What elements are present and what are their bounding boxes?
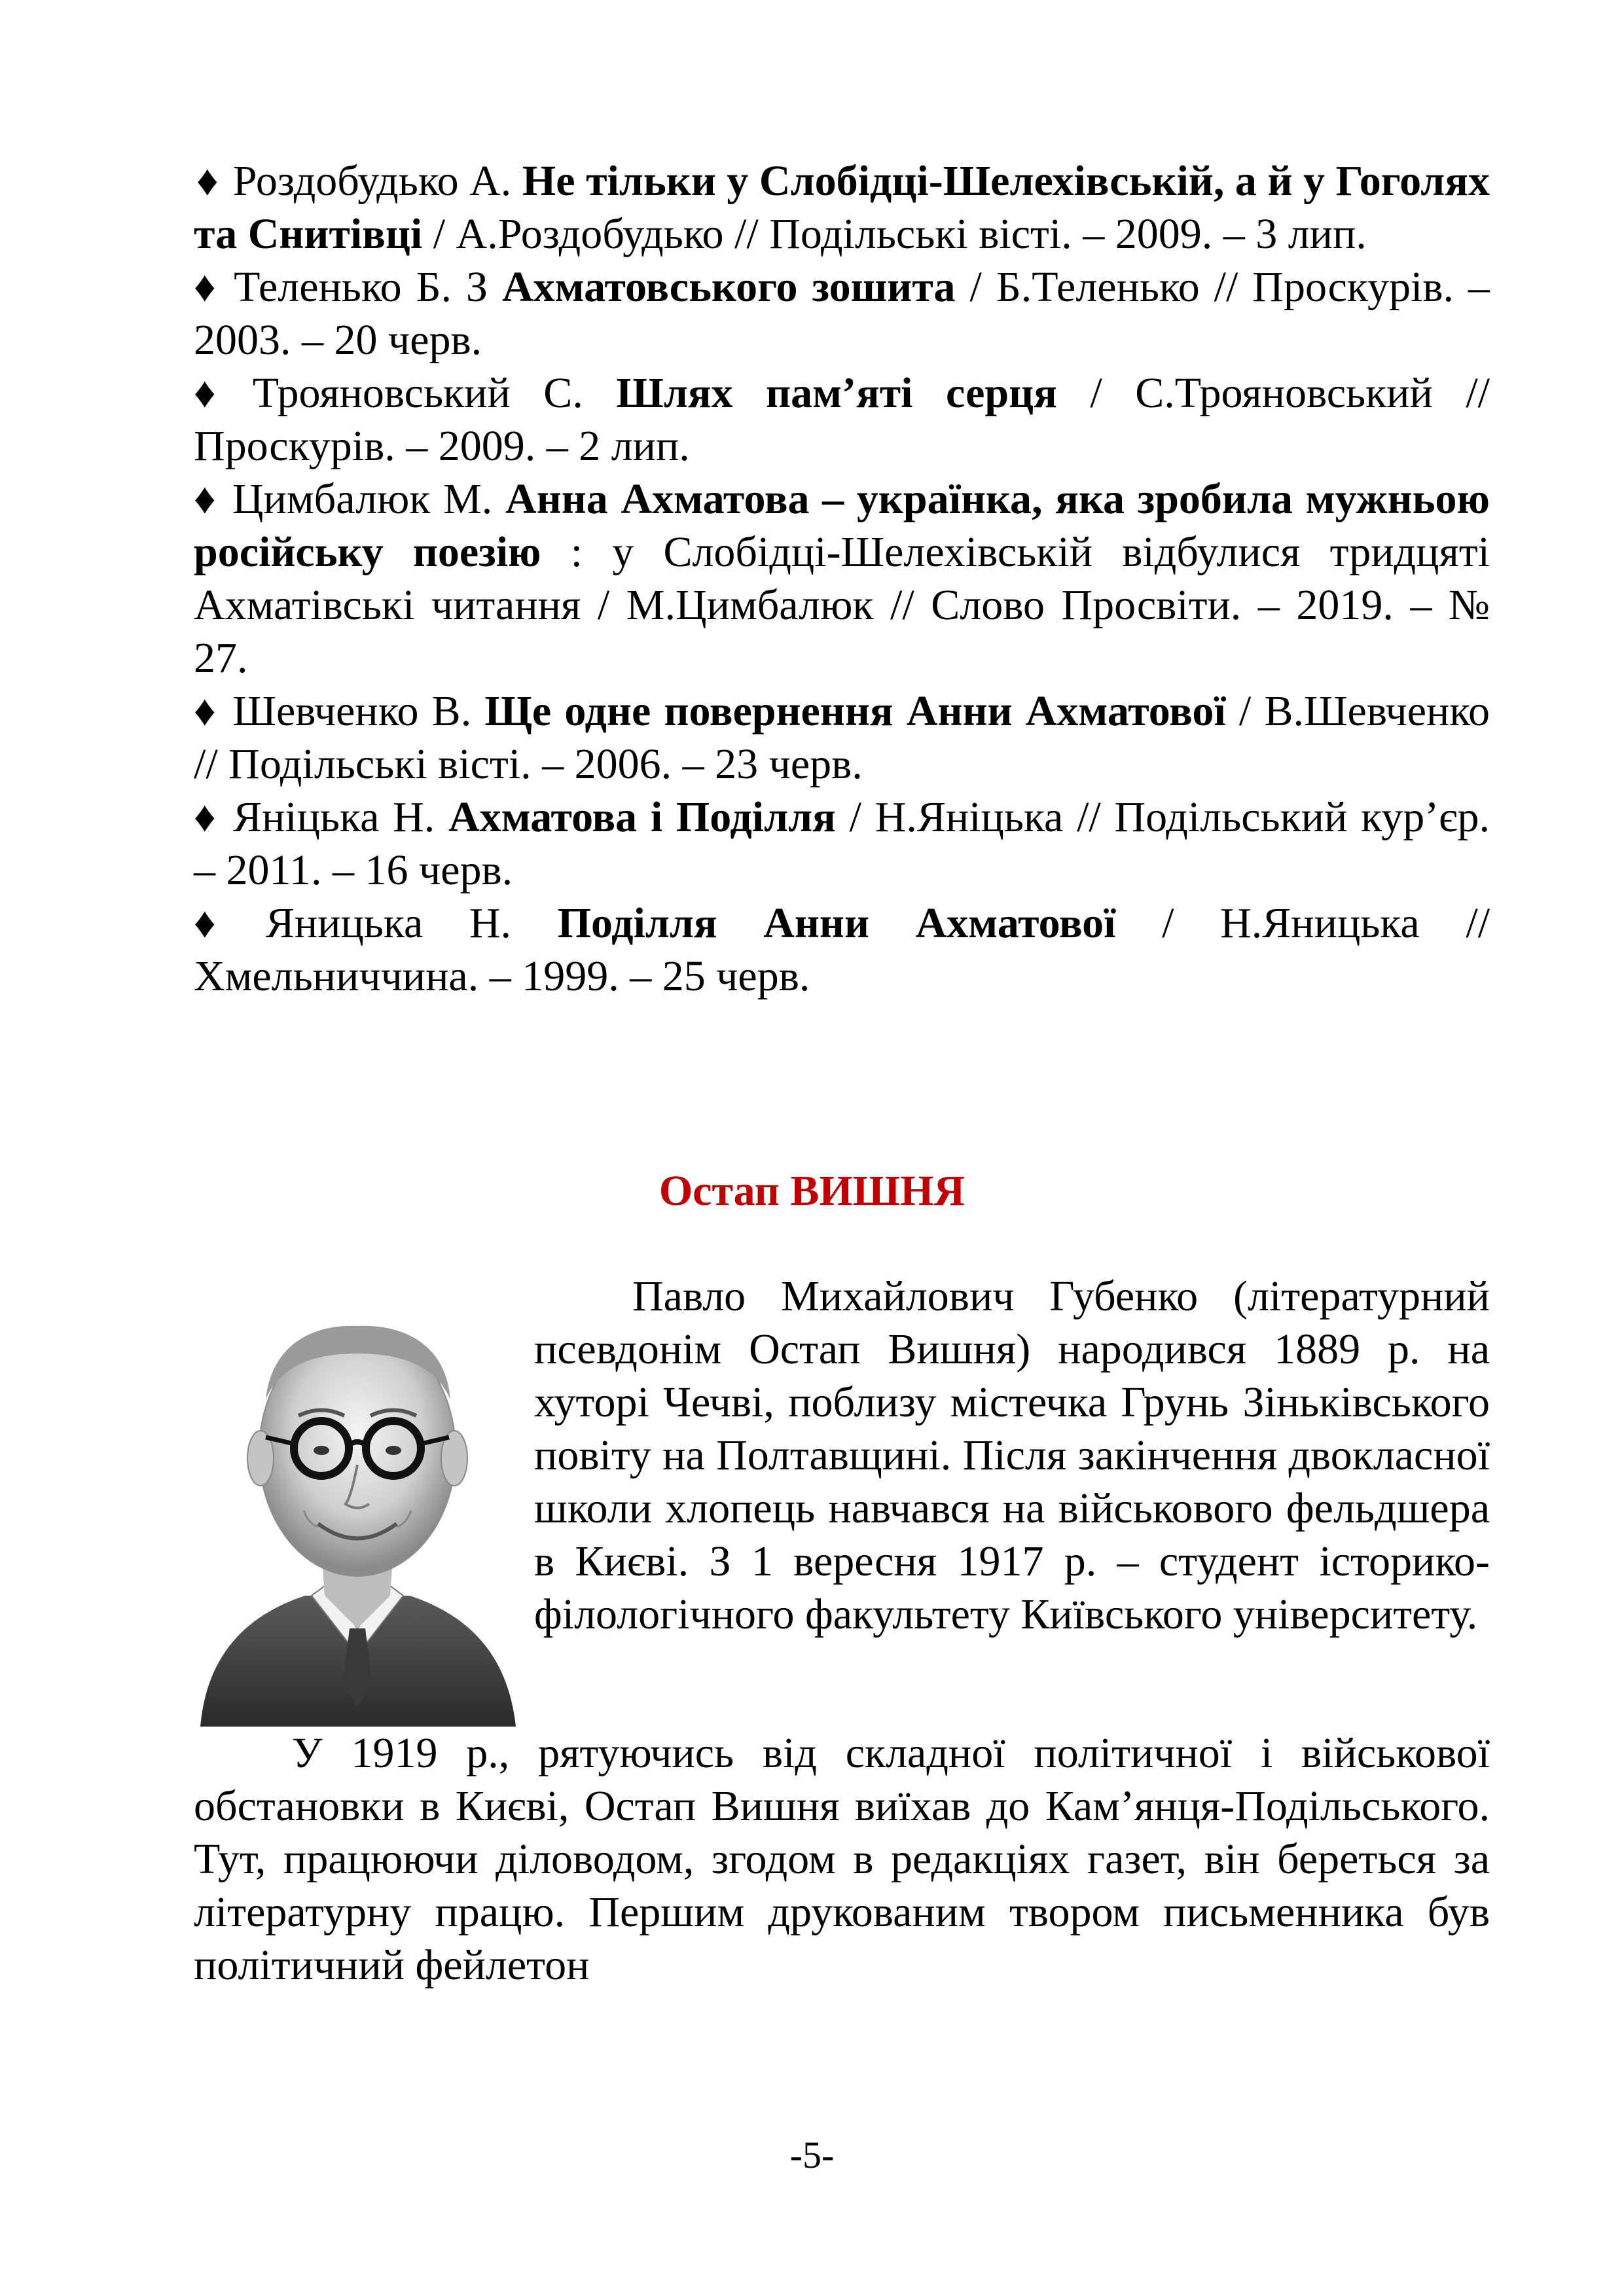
entry-title: Анна Ахматова – українка, яка зробила мужньою російську поезію <box>194 475 1490 576</box>
entry-title: Ахматовського зошита <box>501 263 956 311</box>
bibliography-entry <box>194 367 1490 473</box>
entry-source: / А.Роздобудько // Подільські вісті. – 2009. – 3 лип. <box>433 210 1367 258</box>
entry-author: Яницька Н. <box>265 899 512 947</box>
entry-author: Шевченко В. <box>232 687 472 735</box>
entry-author: Яніцька Н. <box>232 793 435 841</box>
diamond-bullet-icon: ♦ <box>194 369 238 417</box>
diamond-bullet-icon: ♦ <box>196 157 219 205</box>
entry-title: Поділля Анни Ахматової <box>557 899 1116 947</box>
section-title: Остап ВИШНЯ <box>659 1167 965 1215</box>
entry-source: / В.Шевченко // Подільські вісті. – 2006. – 23 черв. <box>194 687 1490 788</box>
portrait-photo-icon <box>194 1288 521 1727</box>
diamond-bullet-icon: ♦ <box>194 687 219 735</box>
bibliography-list <box>194 154 1490 1003</box>
entry-title: Не тільки у Слобідці-Шелехівській, а й у Гоголях та Снитівці <box>194 157 1490 258</box>
entry-title: Шлях пам’яті серця <box>616 369 1057 417</box>
biography-paragraph: У 1919 р., рятуючись від складної політичної і військової обстановки в Києві, Остап Вишня виїхав до Кам’янця-Подільського. Тут, працюючи діловодом, згодом в редакціях газет, він береться за літературну працю. Першим друкованим твором письменника був політичний фейлетон <box>194 1729 1490 1989</box>
bibliography-entry <box>194 685 1490 791</box>
entry-author: Трояновський С. <box>252 369 583 417</box>
bibliography-entry <box>194 260 1490 367</box>
entry-author: Теленько Б. З <box>234 263 488 311</box>
entry-source: / Н.Яницька // Хмельниччина. – 1999. – 25 черв. <box>194 899 1490 1000</box>
entry-author: Роздобудько А. <box>232 157 512 205</box>
entry-source: / С.Трояновський // Проскурів. – 2009. – 2 лип. <box>194 369 1490 470</box>
bibliography-entry <box>194 791 1490 897</box>
page-number: -5- <box>789 2134 835 2176</box>
diamond-bullet-icon: ♦ <box>194 899 251 947</box>
diamond-bullet-icon: ♦ <box>194 793 219 841</box>
entry-source: / Н.Яніцька // Подільський кур’єр. – 2011. – 16 черв. <box>194 793 1490 894</box>
entry-author: Цимбалюк М. <box>232 475 493 523</box>
biography-section <box>194 1270 1490 1992</box>
bibliography-entry <box>194 154 1490 260</box>
bibliography-entry <box>194 473 1490 685</box>
bibliography-entry <box>194 897 1490 1003</box>
diamond-bullet-icon: ♦ <box>194 475 218 523</box>
diamond-bullet-icon: ♦ <box>194 263 220 311</box>
entry-source: / Б.Теленько // Проскурів. – 2003. – 20 черв. <box>194 263 1490 364</box>
biography-paragraph: Павло Михайлович Губенко (літературний псевдонім Остап Вишня) народився 1889 р. на хуторі Чечві, поблизу містечка Грунь Зіньківського повіту на Полтавщині. Після закінчення двокласної школи хлопець навчався на військового фельдшера в Києві. З 1 вересня 1917 р. – студент історико-філологічного факультету Київського університету. <box>534 1272 1490 1638</box>
entry-source: : у Слобідці-Шелехівській відбулися тридцяті Ахматівські читання / М.Цимбалюк // Слово Просвіти. – 2019. – № 27. <box>194 528 1490 682</box>
entry-title: Ще одне повернення Анни Ахматової <box>484 687 1226 735</box>
entry-title: Ахматова і Поділля <box>448 793 836 841</box>
